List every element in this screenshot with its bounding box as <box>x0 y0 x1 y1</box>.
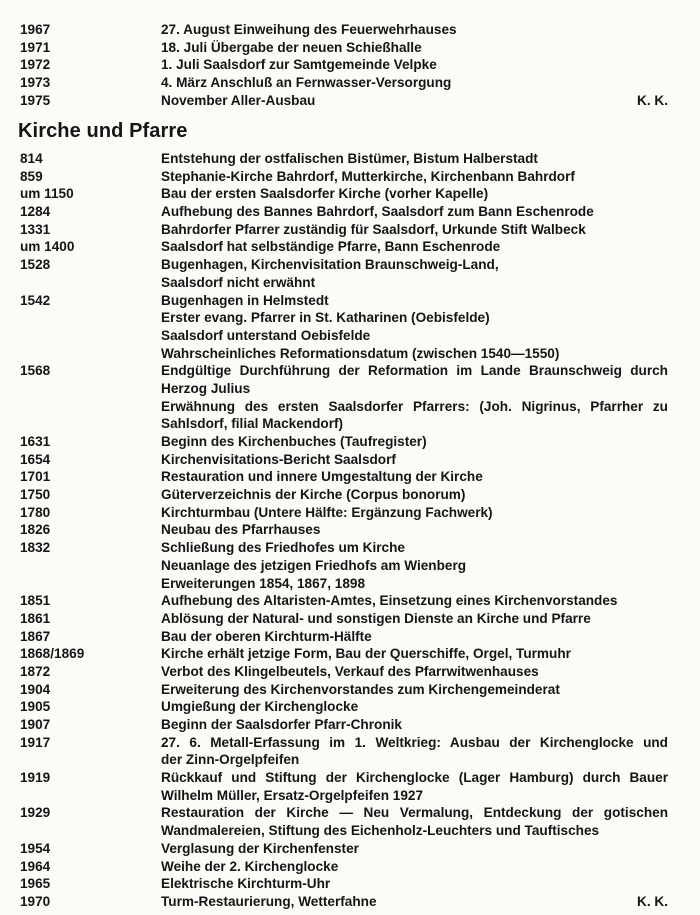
church-chronology <box>0 150 700 911</box>
entry-year: 1954 <box>20 840 51 856</box>
entry-year: 1284 <box>20 204 51 220</box>
chronology-entry <box>0 804 700 822</box>
entry-year: 1917 <box>20 734 51 750</box>
chronology-entry <box>0 592 700 610</box>
entry-text: Erweiterungen 1854, 1867, 1898 <box>161 575 366 591</box>
entry-text: Kirche erhält jetzige Form, Bau der Querschiffe, Orgel, Turmuhr <box>161 646 571 662</box>
entry-text: Weihe der 2. Kirchenglocke <box>161 858 339 874</box>
entry-text: Erwähnung des ersten Saalsdorfer Pfarrers: (Joh. Nigrinus, Pfarrher zu <box>161 398 668 414</box>
chronology-entry <box>0 238 700 256</box>
entry-year: 1965 <box>20 876 51 892</box>
chronology-entry <box>0 309 700 327</box>
chronology-entry <box>0 451 700 469</box>
entry-text: 1. Juli Saalsdorf zur Samtgemeinde Velpke <box>161 57 437 73</box>
entry-year: 1867 <box>20 628 51 644</box>
entry-year: 1542 <box>20 292 51 308</box>
chronology-entry <box>0 56 700 74</box>
entry-year: 1971 <box>20 39 51 55</box>
entry-year: 1907 <box>20 717 51 732</box>
entry-text: Elektrische Kirchturm-Uhr <box>161 876 331 892</box>
entry-text: Schließung des Friedhofes um Kirche <box>161 540 405 556</box>
entry-text: Bahrdorfer Pfarrer zuständig für Saalsdorf, Urkunde Stift Walbeck <box>161 221 586 237</box>
chronology-entry <box>0 575 700 593</box>
entry-year: 1654 <box>20 451 51 467</box>
entry-year: 1528 <box>20 257 51 273</box>
chronology-entry <box>0 875 700 893</box>
entry-text: Beginn der Saalsdorfer Pfarr-Chronik <box>161 717 402 732</box>
entry-text: Saalsdorf hat selbständige Pfarre, Bann Eschenrode <box>161 239 501 255</box>
entry-text: Saalsdorf unterstand Oebisfelde <box>161 327 371 343</box>
chronology-entry <box>0 39 700 57</box>
entry-year: 1973 <box>20 75 51 91</box>
entry-year: 1975 <box>20 92 51 108</box>
chronology-entry <box>0 787 700 805</box>
chronology-entry <box>0 751 700 769</box>
entry-year: 1868/1869 <box>20 646 85 662</box>
entry-year: 1826 <box>20 522 51 538</box>
entry-text: Restauration der Kirche — Neu Vermalung, Entdeckung der gotischen <box>161 805 668 821</box>
entry-text: Umgießung der Kirchenglocke <box>161 699 359 715</box>
chronology-entry <box>0 221 700 239</box>
entry-text: Ablösung der Natural- und sonstigen Dienste an Kirche und Pfarre <box>161 610 591 626</box>
entry-text: Bau der ersten Saalsdorfer Kirche (vorher Kapelle) <box>161 186 489 202</box>
chronology-entry <box>0 398 700 416</box>
author-initials: K. K. <box>637 893 668 909</box>
entry-year: 1872 <box>20 663 51 679</box>
entry-year: 1964 <box>20 858 51 874</box>
chronology-entry <box>0 415 700 433</box>
chronology-entry <box>0 486 700 504</box>
entry-year: 1331 <box>20 221 51 237</box>
entry-text: Restauration und innere Umgestaltung der Kirche <box>161 469 483 485</box>
entry-text: Erweiterung des Kirchenvorstandes zum Kirchengemeinderat <box>161 681 560 697</box>
chronology-entry <box>0 645 700 663</box>
entry-text: Bugenhagen, Kirchenvisitation Braunschweig-Land, <box>161 257 499 273</box>
entry-text: November Aller-Ausbau <box>161 92 316 108</box>
chronology-entry <box>0 168 700 186</box>
chronology-entry <box>0 504 700 522</box>
entry-year: 1750 <box>20 487 51 503</box>
entry-text: Bugenhagen in Helmstedt <box>161 292 329 308</box>
chronology-entry <box>0 362 700 380</box>
entry-year: um 1150 <box>20 186 74 202</box>
entry-year: 1701 <box>20 469 51 485</box>
entry-text: Endgültige Durchführung der Reformation im Lande Braunschweig durch <box>161 363 668 379</box>
section-heading: Kirche und Pfarre <box>18 120 188 142</box>
entry-year: 859 <box>20 168 43 184</box>
chronology-entry <box>0 769 700 787</box>
chronology-entry <box>0 327 700 345</box>
entry-text: Neubau des Pfarrhauses <box>161 522 321 538</box>
entry-year: um 1400 <box>20 239 75 255</box>
entry-text: Güterverzeichnis der Kirche (Corpus bonorum) <box>161 487 466 503</box>
entry-text: Wahrscheinliches Reformationsdatum (zwischen 1540—1550) <box>161 345 560 361</box>
author-initials: K. K. <box>637 92 668 108</box>
chronology-entry <box>0 822 700 840</box>
entry-year: 1631 <box>20 434 51 449</box>
chronology-entry <box>0 858 700 876</box>
entry-text: der Zinn-Orgelpfeifen <box>161 752 300 768</box>
entry-text: Herzog Julius <box>161 380 251 396</box>
chronology-entry <box>0 345 700 363</box>
chronology-entry <box>0 539 700 557</box>
entry-text: Bau der oberen Kirchturm-Hälfte <box>161 628 372 644</box>
entry-year: 1972 <box>20 57 51 73</box>
entry-text: Aufhebung des Altaristen-Amtes, Einsetzung eines Kirchenvorstandes <box>161 593 618 609</box>
entry-text: Rückkauf und Stiftung der Kirchenglocke (Lager Hamburg) durch Bauer <box>161 770 668 786</box>
entry-text: Erster evang. Pfarrer in St. Katharinen (Oebisfelde) <box>161 310 490 326</box>
entry-text: Wandmalereien, Stiftung des Eichenholz-Leuchters und Tauftisches <box>161 823 600 839</box>
chronology-entry <box>0 663 700 681</box>
entry-text: Kirchenvisitations-Bericht Saalsdorf <box>161 451 396 467</box>
entry-year: 1780 <box>20 504 51 520</box>
chronology-entry <box>0 681 700 699</box>
entry-text: Kirchturmbau (Untere Hälfte: Ergänzung Fachwerk) <box>161 504 493 520</box>
chronology-entry <box>0 716 700 734</box>
entry-year: 1970 <box>20 893 51 909</box>
chronology-entry <box>0 203 700 221</box>
chronology-entry <box>0 92 700 110</box>
entry-text: 4. März Anschluß an Fernwasser-Versorgung <box>161 75 452 91</box>
chronology-entry <box>0 468 700 486</box>
chronology-entry <box>0 734 700 752</box>
entry-year: 1919 <box>20 770 51 786</box>
chronology-entry <box>0 185 700 203</box>
entry-year: 1905 <box>20 699 51 715</box>
entry-year: 1851 <box>20 593 51 609</box>
entry-year: 1904 <box>20 681 51 697</box>
entry-text: Entstehung der ostfalischen Bistümer, Bistum Halberstadt <box>161 151 538 166</box>
chronology-entry <box>0 433 700 451</box>
entry-text: 18. Juli Übergabe der neuen Schießhalle <box>161 39 422 55</box>
chronology-entry <box>0 74 700 92</box>
chronology-entry <box>0 521 700 539</box>
chronology-entry <box>0 21 700 39</box>
chronology-entry <box>0 698 700 716</box>
entry-text: 27. 6. Metall-Erfassung im 1. Weltkrieg: Ausbau der Kirchenglocke und <box>161 734 668 750</box>
chronology-entry <box>0 840 700 858</box>
chronology-entry <box>0 274 700 292</box>
entry-year: 814 <box>20 151 43 166</box>
entry-text: Sahlsdorf, filial Mackendorf) <box>161 416 344 432</box>
entry-text: Aufhebung des Bannes Bahrdorf, Saalsdorf zum Bann Eschenrode <box>161 204 594 220</box>
chronology-entry <box>0 893 700 911</box>
chronology-entry <box>0 557 700 575</box>
entry-text: Wilhelm Müller, Ersatz-Orgelpfeifen 1927 <box>161 787 424 803</box>
entry-text: Verglasung der Kirchenfenster <box>161 840 359 856</box>
chronology-entry <box>0 610 700 628</box>
entry-year: 1861 <box>20 610 51 626</box>
municipal-chronology <box>0 21 700 109</box>
chronology-entry <box>0 256 700 274</box>
entry-text: Verbot des Klingelbeutels, Verkauf des Pfarrwitwenhauses <box>161 663 539 679</box>
entry-year: 1832 <box>20 540 51 556</box>
entry-text: Turm-Restaurierung, Wetterfahne <box>161 893 377 909</box>
entry-year: 1568 <box>20 363 51 379</box>
chronology-entry <box>0 380 700 398</box>
entry-text: Saalsdorf nicht erwähnt <box>161 274 316 290</box>
entry-year: 1929 <box>20 805 51 821</box>
entry-text: 27. August Einweihung des Feuerwehrhauses <box>161 22 457 37</box>
entry-text: Beginn des Kirchenbuches (Taufregister) <box>161 434 427 449</box>
entry-year: 1967 <box>20 22 51 37</box>
chronology-entry <box>0 628 700 646</box>
entry-text: Stephanie-Kirche Bahrdorf, Mutterkirche, Kirchenbann Bahrdorf <box>161 168 575 184</box>
entry-text: Neuanlage des jetzigen Friedhofs am Wienberg <box>161 557 467 573</box>
chronology-entry <box>0 292 700 310</box>
chronology-entry <box>0 150 700 168</box>
